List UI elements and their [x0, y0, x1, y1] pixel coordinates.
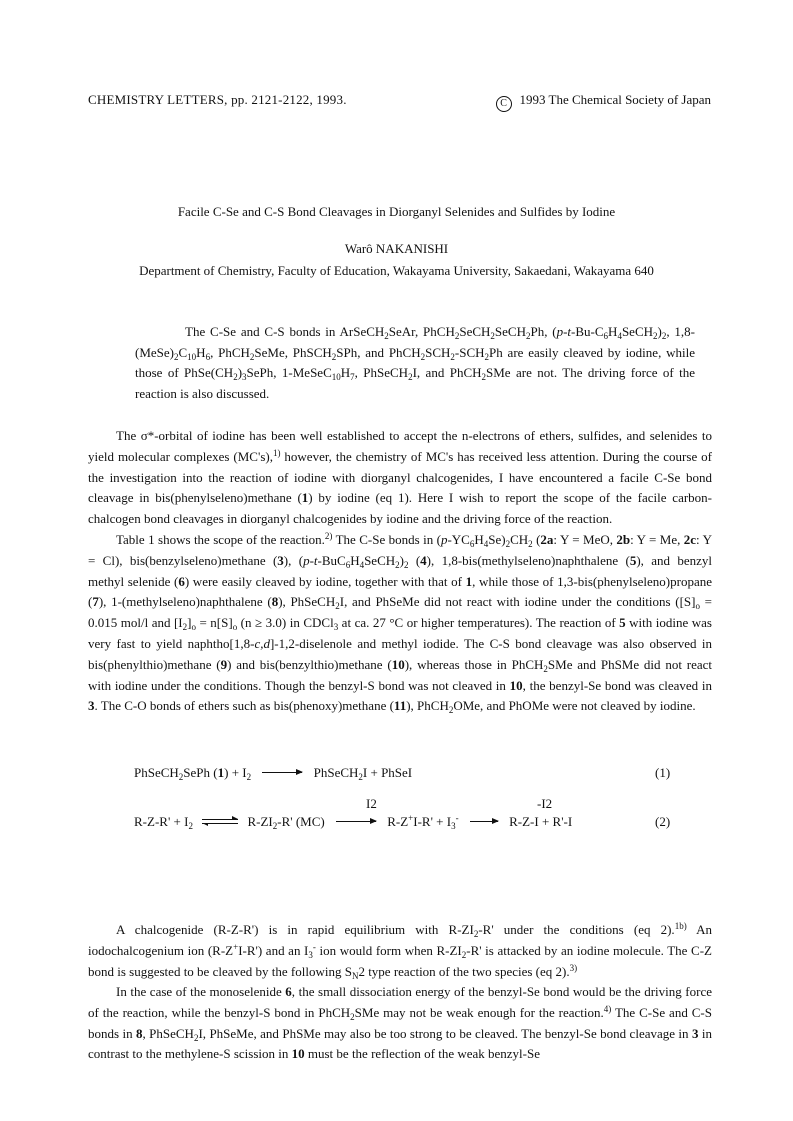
equation-2-number: (2) — [655, 814, 671, 829]
reaction-arrow-icon — [262, 772, 302, 773]
paragraph-driving-force: In the case of the monoselenide 6, the small dissociation energy of the benzyl-Se bond would be the driving force of the reaction, while the benzyl-S bond in PhCH$_2$SMe may not be weak enough for the reaction.$^{4)}$ The C-Se and C-S bonds in 8, PhSeCH$_2$I, PhSeMe, and PhSMe may also be too strong to be cleaved. The benzyl-Se bond cleavage in 3 in contrast to the methylene-S scission in 10 must be the reflection of the weak benzyl-Se — [88, 984, 713, 1062]
copyright-line — [496, 92, 711, 112]
reaction-arrow-icon — [470, 821, 498, 822]
paper-title: Facile C-Se and C-S Bond Cleavages in Diorganyl Selenides and Sulfides by Iodine — [177, 204, 616, 219]
eq2-over-label-2: -I2 — [537, 796, 553, 811]
eq2-mc: $R-ZI_2-R'$ (MC) — [247, 814, 325, 831]
eq2-mid: $R-Z^+I-R' + I_3^-$ — [387, 813, 459, 831]
eq1-products: PhSeCH$_2$I + PhSeI — [313, 765, 413, 782]
copyright-icon: C — [496, 96, 512, 112]
paragraph-intro: The σ*-orbital of iodine has been well established to accept the n-electrons of ethers, sulfides, and selenides to yield molecular complexes (MC's),$^{1)}$ however, the chemistry of MC's has received less attention. During the course of the investigation into the reaction of iodine with diorganyl chalcogenides, I have encountered a facile C-Se bond cleavage in bis(phenylseleno)methane (1) by iodine (eq 1). Here I wish to report the scope of the facile carbon-chalcogen bond cleavages in diorganyl chalcogenides by iodine and the driving force of the reaction. — [88, 428, 712, 527]
paragraph-mechanism: A chalcogenide (R-Z-R') is in rapid equilibrium with $R-ZI_2-R'$ under the conditions (eq 2).$^{1b)}$ An iodochalcogenium ion (R-Z+I-R') and an $I_3^-$ ion would form when $R-ZI_2-R'$ is attacked by an iodine molecule. The C-Z bond is suggested to be cleaved by the following $S_N2$ type reaction of the two species (eq 2).$^{3)}$ — [88, 921, 712, 981]
author: Warô NAKANISHI — [344, 241, 449, 256]
eq2-over-label-1: I2 — [366, 796, 377, 811]
paragraph-scope: Table 1 shows the scope of the reaction.$^{2)}$ The C-Se bonds in $(p-YC_6H_4Se)_2CH_2$ (2a: Y = MeO, 2b: Y = Me, 2c: Y = Cl), bis(benzylseleno)methane (3), $(p-t-BuC_6H_4SeCH_2)_2$ (4), 1,8-bis(methylseleno)naphthalene (5), and benzyl methyl selenide (6) were easily cleaved by iodine, together with that of 1, while those of 1,3-bis(phenylseleno)propane (7), 1-(methylseleno)naphthalene (8), PhSeCH$_2$I, and PhSeMe did not react with iodine under the conditions ($[S]_o = 0.015$ mol/l and $[I_2]_o = n[S]_o$ (n ≥ 3.0) in CDCl$_3$ at ca. 27 °C or higher temperatures). The reaction of 5 with iodine was very fast to yield naphtho[1,8-c,d]-1,2-diselenole and methyl iodide. The C-S bond cleavage was also observed in bis(phenylthio)methane (9) and bis(benzylthio)methane (10), whereas those in PhCH$_2$SMe and PhSMe did not react with iodine under the conditions. Though the benzyl-S bond was not cleaved in 10, the benzyl-Se bond was cleaved in 3. The C-O bonds of ethers such as bis(phenoxy)methane (11), PhCH$_2$OMe, and PhOMe were not cleaved by iodine. — [88, 531, 713, 716]
affiliation: Department of Chemistry, Faculty of Education, Wakayama University, Sakaedani, Wakayama 640 — [139, 263, 654, 278]
eq2-right: R-Z-I + R'-I — [509, 814, 573, 829]
journal-citation: CHEMISTRY LETTERS, pp. 2121-2122, 1993. — [88, 92, 347, 107]
equation-1-number: (1) — [655, 765, 671, 780]
abstract: The C-Se and C-S bonds in ArSeCH$_2$SeAr, PhCH$_2$SeCH$_2$SeCH$_2$Ph, $(p-t-Bu-C_6H_4SeCH_2)_2$, $1,8-(MeSe)_2C_{10}H_6$, PhCH$_2$SeMe, PhSCH$_2$SPh, and $PhCH_2SCH_2-SCH_2Ph$ are easily cleaved by iodine, while those of $PhSe(CH_2)_3SePh$, $1-MeSeC_{10}H_7$, PhSeCH$_2$I, and PhCH$_2$SMe are not. The driving force of the reaction is also discussed. — [135, 324, 696, 401]
equation-1 — [134, 765, 412, 781]
eq1-reactants: PhSeCH$_2$SePh $(1) + I_2$ — [134, 765, 252, 782]
equation-2 — [134, 814, 572, 830]
equilibrium-arrow-icon — [202, 818, 238, 826]
copyright-text: 1993 The Chemical Society of Japan — [519, 92, 711, 107]
eq2-left: $R-Z-R' + I_2$ — [134, 814, 193, 831]
reaction-arrow-icon — [336, 821, 376, 822]
